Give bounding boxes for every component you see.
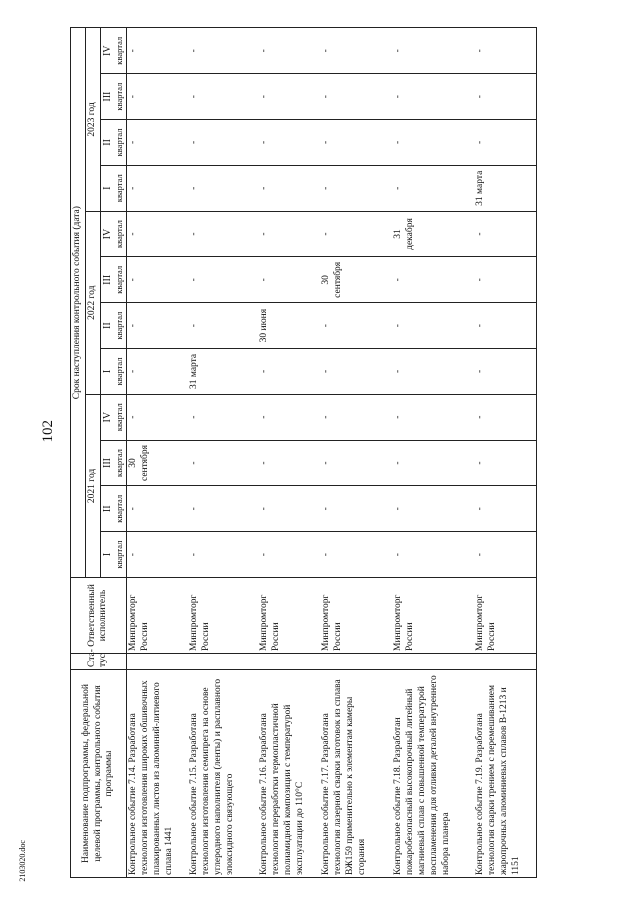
date-cell: - bbox=[126, 28, 188, 74]
header-year-2022: 2022 год bbox=[85, 211, 100, 394]
quarter-numeral: IV bbox=[101, 45, 113, 57]
date-cell: - bbox=[392, 257, 474, 303]
executor-cell: Минпромторг России bbox=[474, 578, 536, 654]
header-quarter bbox=[100, 74, 126, 120]
header-quarter bbox=[100, 440, 126, 486]
date-cell: - bbox=[320, 303, 392, 349]
executor-cell: Минпромторг России bbox=[126, 578, 188, 654]
status-cell bbox=[392, 654, 474, 670]
date-cell: - bbox=[258, 165, 320, 211]
date-cell: - bbox=[126, 303, 188, 349]
executor-cell: Минпромторг России bbox=[258, 578, 320, 654]
status-cell bbox=[126, 654, 188, 670]
date-cell: - bbox=[320, 394, 392, 440]
quarter-numeral: IV bbox=[101, 228, 113, 240]
executor-cell: Минпромторг России bbox=[188, 578, 258, 654]
table-row bbox=[392, 28, 474, 878]
date-cell: - bbox=[474, 532, 536, 578]
header-quarter bbox=[100, 532, 126, 578]
quarter-label: квартал bbox=[114, 174, 125, 203]
quarter-label: квартал bbox=[114, 36, 125, 65]
date-cell: - bbox=[258, 257, 320, 303]
date-cell: 31 марта bbox=[188, 349, 258, 395]
date-cell: 31 марта bbox=[474, 165, 536, 211]
date-cell: - bbox=[188, 486, 258, 532]
header-executor: Ответственный исполнитель bbox=[71, 578, 127, 654]
date-cell: - bbox=[188, 394, 258, 440]
date-cell: - bbox=[126, 394, 188, 440]
date-cell: - bbox=[474, 349, 536, 395]
date-cell: 31 декабря bbox=[392, 211, 474, 257]
header-quarter bbox=[100, 394, 126, 440]
quarter-label: квартал bbox=[114, 265, 125, 294]
status-cell bbox=[474, 654, 536, 670]
page-number: 102 bbox=[40, 420, 56, 443]
date-cell: - bbox=[320, 74, 392, 120]
quarter-label: квартал bbox=[114, 403, 125, 432]
footer-code: 2103020.doc bbox=[18, 840, 27, 882]
date-cell: - bbox=[392, 303, 474, 349]
header-date-group: Срок наступления контрольного события (дата) bbox=[71, 28, 86, 578]
date-cell: - bbox=[188, 28, 258, 74]
quarter-label: квартал bbox=[114, 220, 125, 248]
header-quarter bbox=[100, 28, 126, 74]
date-cell: 30 июня bbox=[258, 303, 320, 349]
date-cell: - bbox=[320, 349, 392, 395]
date-cell: - bbox=[258, 28, 320, 74]
date-cell: - bbox=[188, 440, 258, 486]
event-name-cell: Контрольное событие 7.19. Разработана технология сварки трением с перемешиванием жаропрочных алюминиевых сплавов В-1213 и 1151 bbox=[474, 670, 536, 878]
header-quarter bbox=[100, 211, 126, 257]
date-cell: - bbox=[392, 394, 474, 440]
date-cell: - bbox=[126, 74, 188, 120]
table-row bbox=[126, 28, 188, 878]
executor-cell: Минпромторг России bbox=[320, 578, 392, 654]
quarter-numeral: III bbox=[101, 274, 113, 285]
date-cell: - bbox=[126, 532, 188, 578]
date-cell: - bbox=[126, 486, 188, 532]
quarter-label: квартал bbox=[114, 540, 125, 569]
control-events-table bbox=[70, 27, 537, 878]
date-cell: - bbox=[320, 532, 392, 578]
status-cell bbox=[320, 654, 392, 670]
quarter-numeral: I bbox=[101, 552, 113, 557]
date-cell: - bbox=[258, 211, 320, 257]
date-cell: - bbox=[392, 120, 474, 166]
date-cell: - bbox=[320, 28, 392, 74]
date-cell: - bbox=[474, 28, 536, 74]
date-cell: - bbox=[320, 211, 392, 257]
date-cell: - bbox=[188, 120, 258, 166]
date-cell: - bbox=[126, 120, 188, 166]
table-row bbox=[474, 28, 536, 878]
date-cell: - bbox=[258, 532, 320, 578]
header-status: Ста-тус bbox=[71, 654, 127, 670]
date-cell: - bbox=[474, 74, 536, 120]
event-name-cell: Контрольное событие 7.18. Разработан пожаробезопасный высокопрочный литейный магниевый сплав с повышенной температурой воспламенения для отливки деталей внутреннего набора планера bbox=[392, 670, 474, 878]
quarter-numeral: I bbox=[101, 186, 113, 190]
quarter-label: квартал bbox=[114, 311, 125, 340]
quarter-numeral: III bbox=[101, 458, 113, 469]
date-cell: - bbox=[474, 394, 536, 440]
date-cell: - bbox=[320, 120, 392, 166]
table-body bbox=[126, 28, 536, 878]
quarter-numeral: III bbox=[101, 91, 113, 102]
quarter-numeral: II bbox=[101, 505, 113, 513]
table-row bbox=[320, 28, 392, 878]
quarter-numeral: II bbox=[101, 322, 113, 329]
date-cell: - bbox=[126, 349, 188, 395]
date-cell: - bbox=[258, 74, 320, 120]
date-cell: - bbox=[258, 394, 320, 440]
date-cell: - bbox=[320, 486, 392, 532]
quarter-label: квартал bbox=[114, 128, 125, 157]
date-cell: - bbox=[392, 349, 474, 395]
date-cell: - bbox=[474, 211, 536, 257]
header-quarter bbox=[100, 486, 126, 532]
header-quarter bbox=[100, 165, 126, 211]
date-cell: - bbox=[392, 28, 474, 74]
date-cell: - bbox=[392, 165, 474, 211]
rotated-table-page bbox=[70, 28, 632, 878]
quarter-numeral: IV bbox=[101, 411, 113, 423]
date-cell: - bbox=[392, 74, 474, 120]
event-name-cell: Контрольное событие 7.14. Разработана технология изготовления широких обшивочных плакированных листов из алюминий-литиевого сплава 1441 bbox=[126, 670, 188, 878]
date-cell: - bbox=[188, 257, 258, 303]
date-cell: - bbox=[392, 532, 474, 578]
quarter-numeral: II bbox=[101, 139, 113, 146]
date-cell: - bbox=[188, 211, 258, 257]
date-cell: - bbox=[126, 257, 188, 303]
event-name-cell: Контрольное событие 7.16. Разработана технология переработки термопластичной полиамидной композиции с температурой эксплуатации до 110°С bbox=[258, 670, 320, 878]
date-cell: - bbox=[474, 303, 536, 349]
date-cell: - bbox=[474, 440, 536, 486]
quarter-label: квартал bbox=[114, 494, 125, 523]
header-name: Наименование подпрограммы, федеральной целевой программы, контрольного события программы bbox=[71, 670, 127, 878]
quarter-numeral: I bbox=[101, 369, 113, 374]
executor-cell: Минпромторг России bbox=[392, 578, 474, 654]
date-cell: - bbox=[474, 257, 536, 303]
date-cell: - bbox=[258, 120, 320, 166]
date-cell: - bbox=[258, 486, 320, 532]
header-year-2021: 2021 год bbox=[85, 394, 100, 577]
date-cell: - bbox=[474, 486, 536, 532]
date-cell: - bbox=[126, 211, 188, 257]
date-cell: - bbox=[188, 165, 258, 211]
date-cell: 30 сентября bbox=[320, 257, 392, 303]
date-cell: - bbox=[126, 165, 188, 211]
date-cell: - bbox=[474, 120, 536, 166]
date-cell: - bbox=[320, 165, 392, 211]
date-cell: - bbox=[320, 440, 392, 486]
date-cell: - bbox=[258, 349, 320, 395]
date-cell: 30 сентября bbox=[126, 440, 188, 486]
date-cell: - bbox=[188, 532, 258, 578]
date-cell: - bbox=[258, 440, 320, 486]
header-year-2023: 2023 год bbox=[85, 28, 100, 211]
status-cell bbox=[258, 654, 320, 670]
quarter-label: квартал bbox=[114, 449, 125, 477]
date-cell: - bbox=[188, 303, 258, 349]
date-cell: - bbox=[392, 486, 474, 532]
date-cell: - bbox=[188, 74, 258, 120]
quarter-label: квартал bbox=[114, 357, 125, 386]
quarter-label: квартал bbox=[114, 82, 125, 111]
table-row bbox=[188, 28, 258, 878]
table-row bbox=[258, 28, 320, 878]
header-quarter bbox=[100, 349, 126, 395]
event-name-cell: Контрольное событие 7.15. Разработана технология изготовления семипрега на основе углеродного наполнителя (ленты) и расплавного эпоксидного связующего bbox=[188, 670, 258, 878]
header-quarter bbox=[100, 120, 126, 166]
event-name-cell: Контрольное событие 7.17. Разработана технология лазерной сварки заготовок из сплава ВЖ159 применительно к элементам камеры сгорания bbox=[320, 670, 392, 878]
status-cell bbox=[188, 654, 258, 670]
header-quarter bbox=[100, 303, 126, 349]
header-quarter bbox=[100, 257, 126, 303]
date-cell: - bbox=[392, 440, 474, 486]
